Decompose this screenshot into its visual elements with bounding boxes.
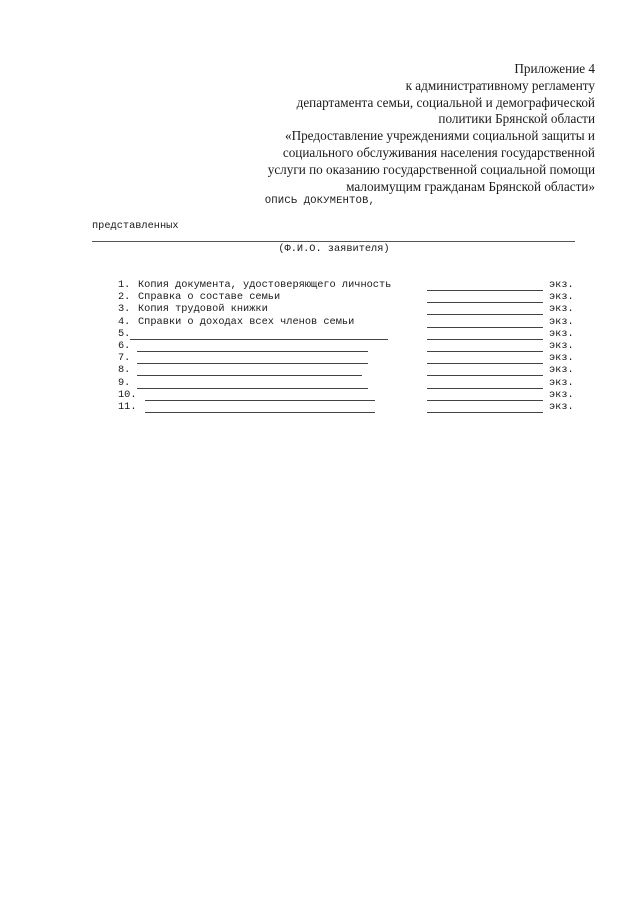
list-item — [0, 328, 640, 340]
document-list — [0, 279, 640, 413]
appendix-line: «Предоставление учреждениями социальной защиты и — [284, 128, 595, 144]
copies-unit: экз. — [549, 376, 574, 389]
list-item — [0, 352, 640, 364]
item-label: Копия документа, удостоверяющего личность — [138, 279, 392, 291]
copies-unit: экз. — [549, 279, 574, 291]
copies-unit: экз. — [549, 388, 574, 401]
list-item — [0, 377, 640, 389]
appendix-line: департамента семьи, социальной и демографической — [296, 94, 595, 110]
copies-unit: экз. — [549, 291, 574, 304]
list-item — [0, 303, 640, 315]
item-number: 11. — [118, 400, 137, 413]
copies-unit: экз. — [549, 327, 574, 340]
list-item — [0, 291, 640, 303]
item-number: 6. — [118, 339, 131, 352]
copies-unit: экз. — [549, 315, 574, 328]
appendix-line: политики Брянской области — [438, 111, 595, 127]
item-number: 9. — [118, 376, 131, 389]
copies-unit: экз. — [549, 303, 574, 316]
copies-unit: экз. — [549, 339, 574, 352]
item-number: 5. — [118, 327, 131, 340]
copies-field[interactable] — [427, 412, 543, 413]
item-label: Справки о доходах всех членов семьи — [138, 315, 355, 328]
applicant-name-line[interactable] — [92, 241, 575, 242]
document-name-field[interactable] — [145, 412, 375, 413]
applicant-name-caption: (Ф.И.О. заявителя) — [278, 243, 390, 255]
item-number: 4. — [118, 315, 131, 328]
appendix-header — [235, 61, 595, 195]
appendix-line: услуги по оказанию государственной социальной помощи — [267, 161, 595, 177]
list-item — [0, 279, 640, 291]
list-item — [0, 340, 640, 352]
item-number: 7. — [118, 352, 131, 365]
item-number: 8. — [118, 364, 131, 377]
item-number: 1. — [118, 279, 131, 291]
list-item — [0, 364, 640, 376]
copies-unit: экз. — [549, 364, 574, 377]
document-title: ОПИСЬ ДОКУМЕНТОВ, — [264, 195, 376, 207]
copies-unit: экз. — [549, 400, 574, 413]
item-label: Справка о составе семьи — [138, 291, 281, 304]
appendix-line: социального обслуживания населения государственной — [282, 144, 595, 160]
item-number: 3. — [118, 303, 131, 316]
appendix-line: Приложение 4 — [514, 61, 595, 76]
item-label: Копия трудовой книжки — [138, 303, 268, 316]
appendix-line: к административному регламенту — [405, 77, 595, 93]
list-item — [0, 316, 640, 328]
item-number: 2. — [118, 291, 131, 304]
copies-unit: экз. — [549, 352, 574, 365]
appendix-line: малоимущим гражданам Брянской области» — [346, 178, 595, 194]
item-number: 10. — [118, 388, 137, 401]
list-item — [0, 389, 640, 401]
list-item — [0, 401, 640, 413]
presented-label: представленных — [92, 220, 179, 232]
